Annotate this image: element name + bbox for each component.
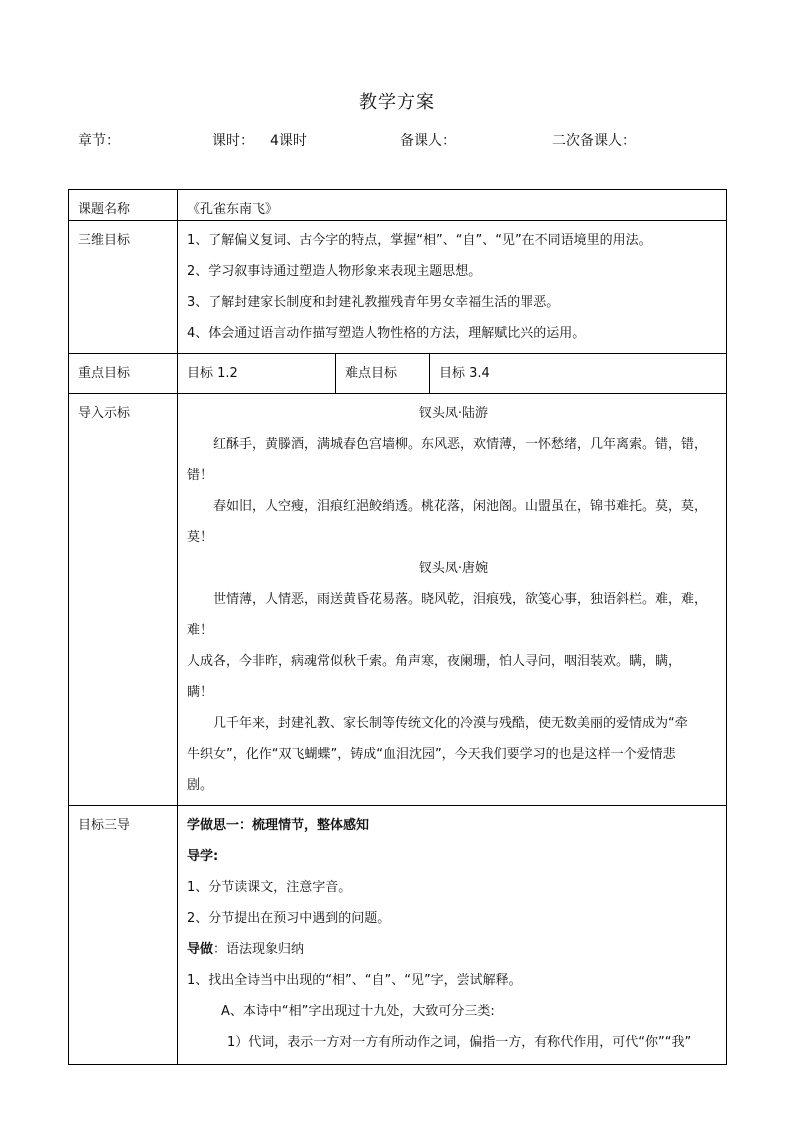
- second-preparer-label: 二次备课人：: [552, 133, 636, 149]
- guide-cell: [178, 806, 727, 1065]
- guide-label: 目标三导: [69, 806, 178, 1065]
- intro-cell: [178, 394, 727, 806]
- topic-row: [69, 190, 727, 221]
- intro-paragraph: 几千年来，封建礼教、家长制等传统文化的冷漠与残酷，使无数美丽的爱情成为“牵: [213, 716, 688, 731]
- intro-label: 导入示标: [69, 394, 178, 806]
- chapter-label: 章节：: [78, 133, 120, 149]
- hours-value: 4课时: [270, 133, 307, 149]
- poem-line: 春如旧，人空瘦，泪痕红浥鲛绡透。桃花落，闲池阁。山盟虽在，锦书难托。莫，莫，: [213, 499, 708, 514]
- poem-title: 钗头凤·唐婉: [418, 561, 489, 576]
- poem-line: 人成各，今非昨，病魂常似秋千索。角声寒，夜阑珊，怕人寻问，咽泪装欢。瞒，瞒，: [187, 654, 682, 669]
- poem-line: 莫！: [187, 530, 214, 545]
- goal-item: 1、了解偏义复词、古今字的特点，掌握“相”、“自”、“见”在不同语境里的用法。: [187, 233, 652, 248]
- goal-item: 2、学习叙事诗通过塑造人物形象来表现主题思想。: [187, 264, 482, 279]
- document-meta: [78, 130, 718, 150]
- difficult-value: 目标 3.4: [430, 354, 727, 394]
- goals-row: [69, 221, 727, 354]
- goals-label: 三维目标: [69, 221, 178, 354]
- intro-paragraph: 剧。: [187, 778, 214, 793]
- poem-title: 钗头凤·陆游: [418, 406, 489, 421]
- hours-label: 课时：: [212, 133, 254, 149]
- key-difficult-row: [69, 354, 727, 394]
- topic-label: 课题名称: [69, 190, 178, 221]
- poem-line: 瞒！: [187, 685, 214, 700]
- guide-item: 1、分节读课文，注意字音。: [187, 880, 352, 895]
- intro-row: [69, 394, 727, 806]
- guide-subheading: 导学:: [187, 849, 219, 864]
- guide-item: 1）代词，表示一方对一方有所动作之词，偏指一方，有称代作用，可代“你”“我”: [227, 1035, 692, 1050]
- poem-line: 世情薄，人情恶，雨送黄昏花易落。晓风乾，泪痕残，欲笺心事，独语斜栏。难，难，: [213, 592, 708, 607]
- guide-subheading-rest: ：语法现象归纳: [213, 942, 305, 957]
- guide-item: 1、找出全诗当中出现的“相”、“自”、“见”字，尝试解释。: [187, 973, 522, 988]
- difficult-label: 难点目标: [336, 354, 430, 394]
- guide-item: A、本诗中“相”字出现过十九处，大致可分三类:: [221, 1004, 495, 1019]
- poem-line: 难！: [187, 623, 214, 638]
- guide-heading: 学做思一：梳理情节，整体感知: [187, 818, 370, 833]
- goal-item: 4、体会通过语言动作描写塑造人物性格的方法，理解赋比兴的运用。: [187, 326, 586, 341]
- guide-item: 2、分节提出在预习中遇到的问题。: [187, 911, 391, 926]
- poem-line: 错！: [187, 468, 214, 483]
- guide-subheading: [187, 934, 720, 965]
- goals-cell: [178, 221, 727, 354]
- topic-value: 《孔雀东南飞》: [178, 190, 727, 221]
- guide-row: [69, 806, 727, 1065]
- key-value: 目标 1.2: [178, 354, 336, 394]
- document-title: 教学方案: [359, 92, 435, 113]
- lesson-plan-table: [68, 189, 727, 1065]
- key-label: 重点目标: [69, 354, 178, 394]
- preparer-label: 备课人：: [400, 133, 456, 149]
- guide-subheading-bold: 导做: [187, 942, 214, 957]
- poem-line: 红酥手，黄滕酒，满城春色宫墙柳。东风恶，欢情薄，一怀愁绪，几年离索。错，错，: [213, 437, 708, 452]
- intro-paragraph: 牛织女”，化作“双飞蝴蝶”，铸成“血泪沈园”，今天我们要学习的也是这样一个爱情悲: [187, 747, 676, 762]
- goal-item: 3、了解封建家长制度和封建礼教摧残青年男女幸福生活的罪恶。: [187, 295, 560, 310]
